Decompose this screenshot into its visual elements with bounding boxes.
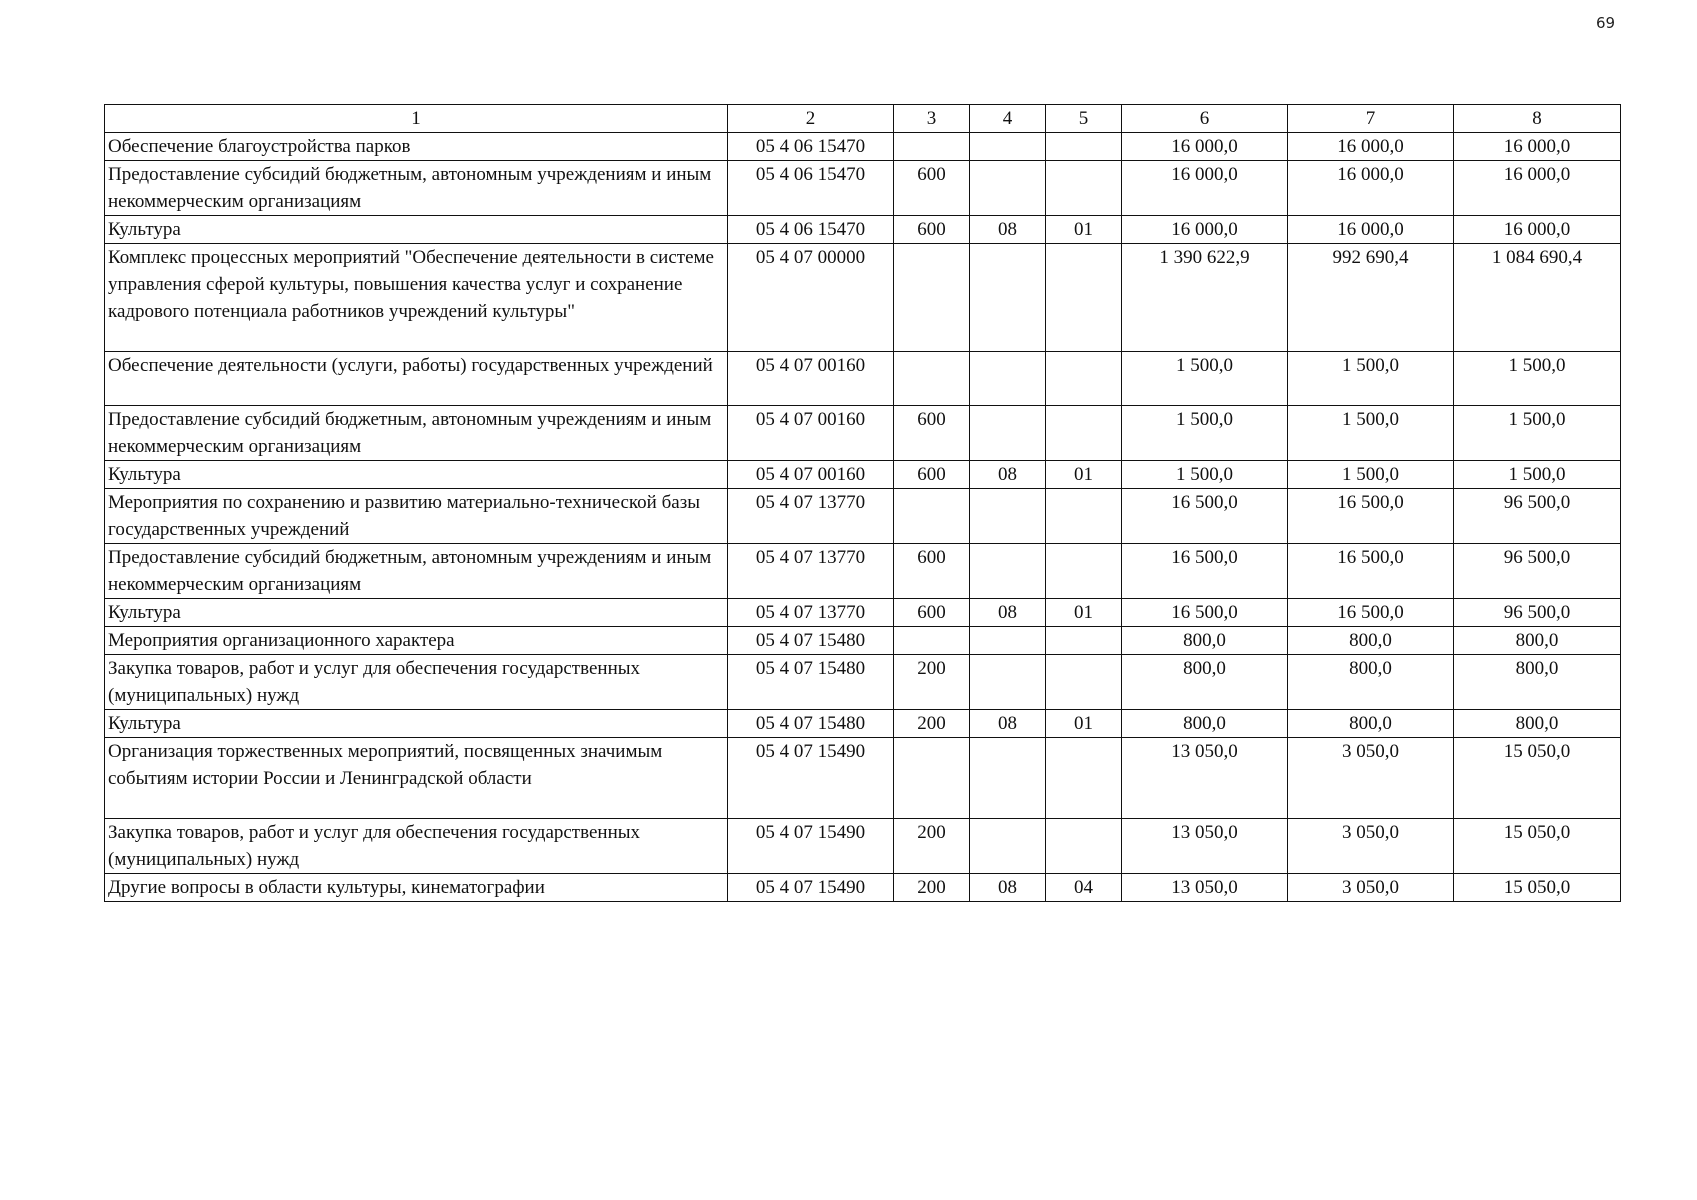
table-row [105,599,1621,627]
row-amount-col7-cell: 3 050,0 [1288,738,1454,819]
row-amount-col7-cell: 3 050,0 [1288,819,1454,874]
row-name-cell: Культура [105,710,728,738]
row-code-cell: 05 4 07 00000 [728,244,894,352]
row-section-cell [970,627,1046,655]
table-row [105,710,1621,738]
row-name-cell: Комплекс процессных мероприятий "Обеспечение деятельности в системе управления сферой культуры, повышения качества услуг и сохранение кадрового потенциала работников учреждений культуры" [105,244,728,352]
row-amount-col6-cell: 16 500,0 [1122,599,1288,627]
row-subsection-cell [1046,544,1122,599]
row-amount-col6-cell: 1 500,0 [1122,352,1288,406]
row-name-cell: Предоставление субсидий бюджетным, автономным учреждениям и иным некоммерческим организациям [105,544,728,599]
row-subsection-cell: 01 [1046,710,1122,738]
row-code-cell: 05 4 07 15490 [728,819,894,874]
row-amount-col6-cell: 1 500,0 [1122,461,1288,489]
row-amount-col8-cell: 1 500,0 [1454,352,1621,406]
table-row [105,352,1621,406]
row-code-cell: 05 4 07 15480 [728,710,894,738]
row-section-cell: 08 [970,710,1046,738]
table-row [105,406,1621,461]
row-expense-type-cell [894,352,970,406]
row-code-cell: 05 4 07 15490 [728,738,894,819]
row-code-cell: 05 4 06 15470 [728,216,894,244]
row-amount-col7-cell: 1 500,0 [1288,352,1454,406]
budget-table [104,104,1621,902]
row-amount-col8-cell: 15 050,0 [1454,819,1621,874]
row-code-cell: 05 4 07 15480 [728,627,894,655]
row-amount-col8-cell: 96 500,0 [1454,544,1621,599]
row-expense-type-cell: 200 [894,655,970,710]
row-amount-col8-cell: 1 500,0 [1454,406,1621,461]
table-row [105,161,1621,216]
row-subsection-cell: 01 [1046,461,1122,489]
table-row [105,244,1621,352]
row-code-cell: 05 4 07 00160 [728,406,894,461]
row-amount-col7-cell: 800,0 [1288,655,1454,710]
row-section-cell [970,544,1046,599]
row-amount-col7-cell: 16 500,0 [1288,544,1454,599]
row-name-cell: Организация торжественных мероприятий, посвященных значимым событиям истории России и Ленинградской области [105,738,728,819]
row-expense-type-cell: 200 [894,710,970,738]
row-expense-type-cell: 600 [894,544,970,599]
row-expense-type-cell [894,244,970,352]
row-amount-col6-cell: 13 050,0 [1122,874,1288,902]
row-name-cell: Мероприятия организационного характера [105,627,728,655]
row-name-cell: Культура [105,216,728,244]
row-expense-type-cell [894,627,970,655]
row-expense-type-cell: 200 [894,819,970,874]
row-subsection-cell [1046,738,1122,819]
row-expense-type-cell [894,489,970,544]
row-subsection-cell [1046,244,1122,352]
row-section-cell [970,819,1046,874]
row-amount-col6-cell: 800,0 [1122,710,1288,738]
row-expense-type-cell [894,133,970,161]
row-amount-col6-cell: 800,0 [1122,655,1288,710]
row-code-cell: 05 4 07 00160 [728,352,894,406]
table-row [105,216,1621,244]
row-section-cell [970,133,1046,161]
row-amount-col7-cell: 1 500,0 [1288,406,1454,461]
row-name-cell: Предоставление субсидий бюджетным, автономным учреждениям и иным некоммерческим организациям [105,406,728,461]
row-amount-col7-cell: 16 500,0 [1288,599,1454,627]
header-cell: 2 [728,105,894,133]
table-row [105,489,1621,544]
row-subsection-cell: 01 [1046,216,1122,244]
row-code-cell: 05 4 07 00160 [728,461,894,489]
row-code-cell: 05 4 07 13770 [728,544,894,599]
row-subsection-cell [1046,352,1122,406]
row-amount-col7-cell: 3 050,0 [1288,874,1454,902]
row-amount-col8-cell: 15 050,0 [1454,874,1621,902]
row-amount-col7-cell: 992 690,4 [1288,244,1454,352]
row-expense-type-cell [894,738,970,819]
row-name-cell: Обеспечение благоустройства парков [105,133,728,161]
row-section-cell [970,655,1046,710]
row-subsection-cell [1046,489,1122,544]
row-name-cell: Закупка товаров, работ и услуг для обеспечения государственных (муниципальных) нужд [105,819,728,874]
row-amount-col7-cell: 16 500,0 [1288,489,1454,544]
table-row [105,544,1621,599]
row-code-cell: 05 4 07 13770 [728,489,894,544]
header-cell: 1 [105,105,728,133]
header-cell: 7 [1288,105,1454,133]
row-subsection-cell [1046,819,1122,874]
row-code-cell: 05 4 07 15480 [728,655,894,710]
row-code-cell: 05 4 07 15490 [728,874,894,902]
row-subsection-cell [1046,133,1122,161]
row-section-cell: 08 [970,216,1046,244]
row-code-cell: 05 4 06 15470 [728,133,894,161]
row-amount-col7-cell: 800,0 [1288,627,1454,655]
row-name-cell: Культура [105,461,728,489]
row-amount-col6-cell: 16 000,0 [1122,216,1288,244]
row-amount-col6-cell: 13 050,0 [1122,738,1288,819]
row-amount-col8-cell: 15 050,0 [1454,738,1621,819]
row-amount-col8-cell: 16 000,0 [1454,161,1621,216]
row-section-cell: 08 [970,599,1046,627]
row-expense-type-cell: 600 [894,406,970,461]
row-expense-type-cell: 600 [894,599,970,627]
row-code-cell: 05 4 06 15470 [728,161,894,216]
row-section-cell [970,244,1046,352]
header-cell: 4 [970,105,1046,133]
table-row [105,738,1621,819]
row-subsection-cell [1046,627,1122,655]
page-number: 69 [1596,14,1616,32]
row-name-cell: Закупка товаров, работ и услуг для обеспечения государственных (муниципальных) нужд [105,655,728,710]
row-amount-col8-cell: 16 000,0 [1454,216,1621,244]
row-section-cell: 08 [970,461,1046,489]
table-body [105,133,1621,902]
row-amount-col6-cell: 1 390 622,9 [1122,244,1288,352]
row-name-cell: Культура [105,599,728,627]
row-subsection-cell: 04 [1046,874,1122,902]
row-section-cell: 08 [970,874,1046,902]
row-amount-col7-cell: 800,0 [1288,710,1454,738]
row-expense-type-cell: 200 [894,874,970,902]
header-cell: 6 [1122,105,1288,133]
header-cell: 3 [894,105,970,133]
table-row [105,655,1621,710]
header-row [105,105,1621,133]
header-cell: 5 [1046,105,1122,133]
table-row [105,819,1621,874]
row-amount-col8-cell: 16 000,0 [1454,133,1621,161]
row-expense-type-cell: 600 [894,161,970,216]
row-amount-col7-cell: 1 500,0 [1288,461,1454,489]
row-section-cell [970,352,1046,406]
row-amount-col6-cell: 16 000,0 [1122,133,1288,161]
row-amount-col7-cell: 16 000,0 [1288,133,1454,161]
row-amount-col6-cell: 16 000,0 [1122,161,1288,216]
row-amount-col6-cell: 16 500,0 [1122,489,1288,544]
table-row [105,461,1621,489]
row-subsection-cell [1046,406,1122,461]
row-amount-col8-cell: 1 084 690,4 [1454,244,1621,352]
row-name-cell: Обеспечение деятельности (услуги, работы) государственных учреждений [105,352,728,406]
row-amount-col8-cell: 96 500,0 [1454,489,1621,544]
row-amount-col7-cell: 16 000,0 [1288,161,1454,216]
row-subsection-cell: 01 [1046,599,1122,627]
row-subsection-cell [1046,655,1122,710]
row-amount-col8-cell: 1 500,0 [1454,461,1621,489]
row-amount-col6-cell: 13 050,0 [1122,819,1288,874]
row-name-cell: Другие вопросы в области культуры, кинематографии [105,874,728,902]
row-section-cell [970,489,1046,544]
row-amount-col8-cell: 800,0 [1454,710,1621,738]
row-amount-col7-cell: 16 000,0 [1288,216,1454,244]
row-section-cell [970,738,1046,819]
table-row [105,133,1621,161]
row-amount-col6-cell: 16 500,0 [1122,544,1288,599]
table-row [105,627,1621,655]
row-name-cell: Мероприятия по сохранению и развитию материально-технической базы государственных учреждений [105,489,728,544]
row-amount-col8-cell: 96 500,0 [1454,599,1621,627]
header-cell: 8 [1454,105,1621,133]
row-name-cell: Предоставление субсидий бюджетным, автономным учреждениям и иным некоммерческим организациям [105,161,728,216]
row-subsection-cell [1046,161,1122,216]
row-code-cell: 05 4 07 13770 [728,599,894,627]
table-row [105,874,1621,902]
row-amount-col8-cell: 800,0 [1454,655,1621,710]
row-expense-type-cell: 600 [894,461,970,489]
row-expense-type-cell: 600 [894,216,970,244]
row-amount-col6-cell: 1 500,0 [1122,406,1288,461]
row-section-cell [970,161,1046,216]
row-amount-col6-cell: 800,0 [1122,627,1288,655]
row-amount-col8-cell: 800,0 [1454,627,1621,655]
row-section-cell [970,406,1046,461]
